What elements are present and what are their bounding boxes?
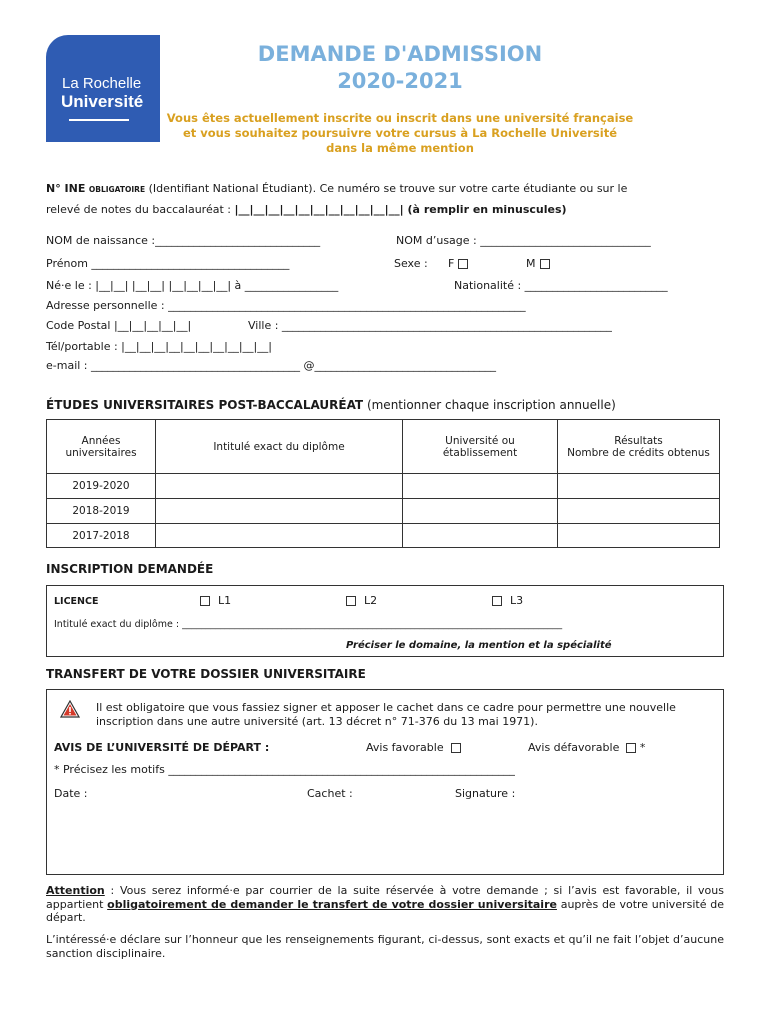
prenom-field[interactable]: Prénom ____________________________________: [46, 257, 290, 270]
row-cell[interactable]: [156, 524, 403, 548]
row-cell[interactable]: [558, 524, 720, 548]
motifs-field[interactable]: * Précisez les motifs _______________________________________________________________: [54, 763, 515, 776]
etudes-heading: [46, 394, 616, 413]
licence-label: LICENCE: [54, 596, 99, 607]
subtitle-line1: Vous êtes actuellement inscrite ou inscrit dans une université française: [166, 111, 634, 125]
attention-text-end: auprès de votre université de départ.: [46, 897, 724, 924]
university-logo: [46, 35, 160, 142]
cachet-label: Cachet :: [307, 787, 353, 800]
etudes-heading-title: ÉTUDES UNIVERSITAIRES POST-BACCALAURÉAT: [46, 398, 364, 412]
attention-emphasis: obligatoirement de demander le transfert de votre dossier universitaire: [107, 897, 557, 911]
preciser-hint: Préciser le domaine, la mention et la spécialité: [346, 640, 612, 651]
avis-star: *: [639, 741, 646, 754]
ine-line2[interactable]: [46, 203, 567, 217]
ville-field[interactable]: Ville : ____________________________________________________________: [248, 319, 612, 332]
warning-text-line2: inscription dans une autre université (art. 13 décret n° 71-376 du 13 mai 1971).: [96, 715, 538, 728]
logo-line1: La Rochelle: [62, 75, 142, 92]
avis-favorable-option[interactable]: [366, 741, 461, 755]
l3-label: L3: [510, 594, 524, 607]
etudes-heading-note: (mentionner chaque inscription annuelle): [363, 398, 616, 412]
nom-naissance-field[interactable]: NOM de naissance :______________________________: [46, 234, 321, 247]
intitule-diplome-field[interactable]: Intitulé exact du diplôme : ________________________________________________________________________________: [54, 619, 563, 630]
row-cell[interactable]: [558, 474, 720, 499]
table-row[interactable]: [47, 474, 720, 499]
option-l1[interactable]: [200, 594, 231, 608]
subtitle-line3: dans la même mention: [326, 141, 474, 155]
option-l2[interactable]: [346, 594, 377, 608]
telephone-field[interactable]: Tél/portable : |__|__|__|__|__|__|__|__|__|__|: [46, 340, 272, 353]
avis-label: AVIS DE L’UNIVERSITÉ DE DÉPART :: [54, 741, 270, 754]
subtitle-line2: et vous souhaitez poursuivre votre cursus à La Rochelle Université: [182, 126, 618, 140]
option-l3[interactable]: [492, 594, 523, 608]
page-title-year: 2020-2021: [337, 69, 463, 93]
ine-boxes[interactable]: |__|__|__|__|__|__|__|__|__|__|__|: [234, 203, 404, 216]
table-row[interactable]: [47, 524, 720, 548]
warning-icon: [60, 700, 80, 718]
row-cell[interactable]: [156, 474, 403, 499]
row-cell[interactable]: [403, 499, 558, 524]
avis-defavorable-option[interactable]: [528, 741, 645, 755]
nationalite-field[interactable]: Nationalité : __________________________: [454, 279, 668, 292]
row-year: 2018-2019: [47, 499, 156, 524]
sexe-f-option[interactable]: [448, 257, 468, 271]
col-universite: Université ou établissement: [403, 420, 558, 474]
declaration-paragraph: L’intéressé·e déclare sur l’honneur que les renseignements figurant, ci-dessus, sont exacts et qu’il ne fait l’objet d’aucune sanction disciplinaire.: [46, 933, 724, 960]
attention-paragraph: [46, 884, 724, 925]
col-intitule: Intitulé exact du diplôme: [156, 420, 403, 474]
email-field[interactable]: e-mail : ______________________________________ @_________________________________: [46, 359, 497, 372]
inscription-heading: INSCRIPTION DEMANDÉE: [46, 562, 214, 576]
row-cell[interactable]: [156, 499, 403, 524]
row-cell[interactable]: [403, 524, 558, 548]
etudes-table: [46, 419, 720, 548]
table-header-row: [47, 420, 720, 474]
transfert-heading: TRANSFERT DE VOTRE DOSSIER UNIVERSITAIRE: [46, 667, 366, 681]
avis-defavorable-label: Avis défavorable: [528, 741, 620, 754]
l1-checkbox[interactable]: [200, 596, 210, 606]
ine-desc: (Identifiant National Étudiant). Ce numéro se trouve sur votre carte étudiante ou sur le: [148, 182, 628, 195]
avis-favorable-label: Avis favorable: [366, 741, 444, 754]
ine-hint: (à remplir en minuscules): [403, 203, 567, 216]
sexe-m-checkbox[interactable]: [540, 259, 550, 269]
sexe-f-label: F: [448, 257, 455, 270]
ine-label: N° INE: [46, 182, 86, 195]
col-annees: Années universitaires: [47, 420, 156, 474]
ine-line2-label: relevé de notes du baccalauréat :: [46, 203, 235, 216]
logo-line2: Université: [61, 92, 144, 111]
row-year: 2017-2018: [47, 524, 156, 548]
l3-checkbox[interactable]: [492, 596, 502, 606]
adresse-field[interactable]: Adresse personnelle : _________________________________________________________________: [46, 299, 526, 312]
attention-label: Attention: [46, 884, 105, 897]
signature-label: Signature :: [455, 787, 516, 800]
avis-defavorable-checkbox[interactable]: [626, 743, 636, 753]
logo-bar: [69, 119, 129, 121]
code-postal-field[interactable]: Code Postal |__|__|__|__|__|: [46, 319, 192, 332]
ine-line1: [46, 182, 627, 197]
sexe-f-checkbox[interactable]: [458, 259, 468, 269]
row-year: 2019-2020: [47, 474, 156, 499]
avis-favorable-checkbox[interactable]: [451, 743, 461, 753]
nom-usage-field[interactable]: NOM d’usage : _______________________________: [396, 234, 651, 247]
table-row[interactable]: [47, 499, 720, 524]
ine-obligatoire: OBLIGATOIRE: [88, 185, 146, 194]
page-title: DEMANDE D'ADMISSION: [257, 42, 543, 66]
col-resultats: Résultats Nombre de crédits obtenus: [558, 420, 720, 474]
row-cell[interactable]: [403, 474, 558, 499]
warning-text-line1: Il est obligatoire que vous fassiez signer et apposer le cachet dans ce cadre pour permettre une nouvelle: [96, 701, 676, 714]
naissance-field[interactable]: Né·e le : |__|__| |__|__| |__|__|__|__| à _________________: [46, 279, 339, 292]
row-cell[interactable]: [558, 499, 720, 524]
l1-label: L1: [218, 594, 232, 607]
l2-label: L2: [364, 594, 378, 607]
sexe-m-option[interactable]: [526, 257, 550, 271]
date-label: Date :: [54, 787, 88, 800]
sexe-label: Sexe :: [394, 257, 428, 270]
sexe-m-label: M: [526, 257, 536, 270]
attention-text: : Vous serez informé·e par courrier de la suite réservée à votre demande ; si l’avis est favorable, il vous appartient: [46, 884, 724, 911]
l2-checkbox[interactable]: [346, 596, 356, 606]
